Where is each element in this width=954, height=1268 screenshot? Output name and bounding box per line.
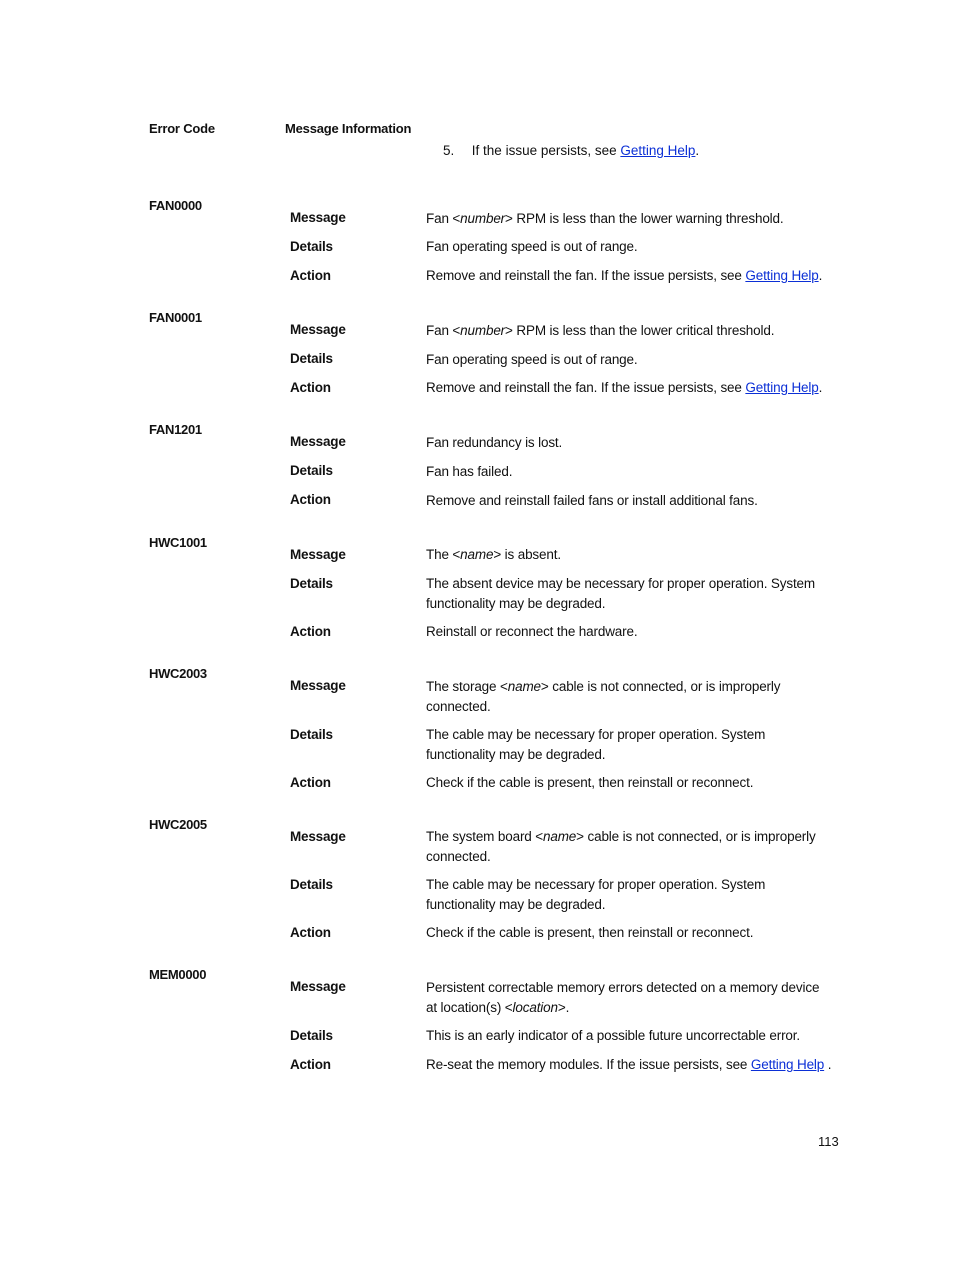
error-code-hwc1001: HWC1001 xyxy=(149,535,207,550)
error-code-hwc2003: HWC2003 xyxy=(149,666,207,681)
action-label: Action xyxy=(290,624,331,639)
message-text: Fan redundancy is lost. xyxy=(426,435,563,450)
details-label: Details xyxy=(290,1028,333,1043)
message-label: Message xyxy=(290,547,346,562)
action-text: Check if the cable is present, then reinstall or reconnect. xyxy=(426,775,754,790)
message-text: Fan <number> RPM is less than the lower critical threshold. xyxy=(426,323,775,338)
step-text: If the issue persists, see xyxy=(471,143,621,158)
action-text: Remove and reinstall failed fans or install additional fans. xyxy=(426,493,758,508)
message-text: The storage <name> cable is not connected, or is improperly connected. xyxy=(426,679,781,714)
continuation-step: 5. If the issue persists, see Getting Help. xyxy=(443,143,700,158)
details-text: The cable may be necessary for proper operation. System functionality may be degraded. xyxy=(426,877,766,912)
getting-help-link[interactable]: Getting Help xyxy=(620,143,696,158)
message-text: Fan <number> RPM is less than the lower warning threshold. xyxy=(426,211,784,226)
message-label: Message xyxy=(290,210,346,225)
message-label: Message xyxy=(290,829,346,844)
message-label: Message xyxy=(290,322,346,337)
error-code-mem0000: MEM0000 xyxy=(149,967,207,982)
details-label: Details xyxy=(290,727,333,742)
action-label: Action xyxy=(290,1057,331,1072)
details-text: The absent device may be necessary for proper operation. System functionality may be degraded. xyxy=(426,576,816,611)
action-label: Action xyxy=(290,775,331,790)
action-text: Remove and reinstall the fan. If the issue persists, see Getting Help. xyxy=(426,380,823,395)
details-label: Details xyxy=(290,576,333,591)
action-label: Action xyxy=(290,492,331,507)
action-label: Action xyxy=(290,925,331,940)
step-number: 5. xyxy=(443,143,455,158)
action-label: Action xyxy=(290,380,331,395)
column-header-message-information: Message Information xyxy=(285,121,412,136)
action-text: Check if the cable is present, then reinstall or reconnect. xyxy=(426,925,754,940)
message-label: Message xyxy=(290,434,346,449)
action-label: Action xyxy=(290,268,331,283)
details-label: Details xyxy=(290,351,333,366)
message-text: The system board <name> cable is not connected, or is improperly connected. xyxy=(426,829,816,864)
error-code-fan0000: FAN0000 xyxy=(149,198,202,213)
details-label: Details xyxy=(290,877,333,892)
details-text: The cable may be necessary for proper operation. System functionality may be degraded. xyxy=(426,727,766,762)
action-text: Reinstall or reconnect the hardware. xyxy=(426,624,638,639)
action-text: Re-seat the memory modules. If the issue persists, see Getting Help . xyxy=(426,1057,832,1072)
message-label: Message xyxy=(290,979,346,994)
action-text: Remove and reinstall the fan. If the issue persists, see Getting Help. xyxy=(426,268,823,283)
message-text: Persistent correctable memory errors detected on a memory device at location(s) <location>. xyxy=(426,980,820,1015)
error-code-fan1201: FAN1201 xyxy=(149,422,202,437)
getting-help-link[interactable]: Getting Help xyxy=(750,1057,825,1072)
error-code-fan0001: FAN0001 xyxy=(149,310,202,325)
details-text: Fan has failed. xyxy=(426,464,513,479)
message-label: Message xyxy=(290,678,346,693)
message-text: The <name> is absent. xyxy=(426,547,561,562)
getting-help-link[interactable]: Getting Help xyxy=(745,268,819,283)
details-text: Fan operating speed is out of range. xyxy=(426,352,638,367)
getting-help-link[interactable]: Getting Help xyxy=(745,380,819,395)
details-label: Details xyxy=(290,463,333,478)
column-header-error-code: Error Code xyxy=(149,121,215,136)
details-text: Fan operating speed is out of range. xyxy=(426,239,638,254)
details-label: Details xyxy=(290,239,333,254)
details-text: This is an early indicator of a possible future uncorrectable error. xyxy=(426,1028,800,1043)
error-code-hwc2005: HWC2005 xyxy=(149,817,207,832)
page-number: 113 xyxy=(818,1134,839,1149)
